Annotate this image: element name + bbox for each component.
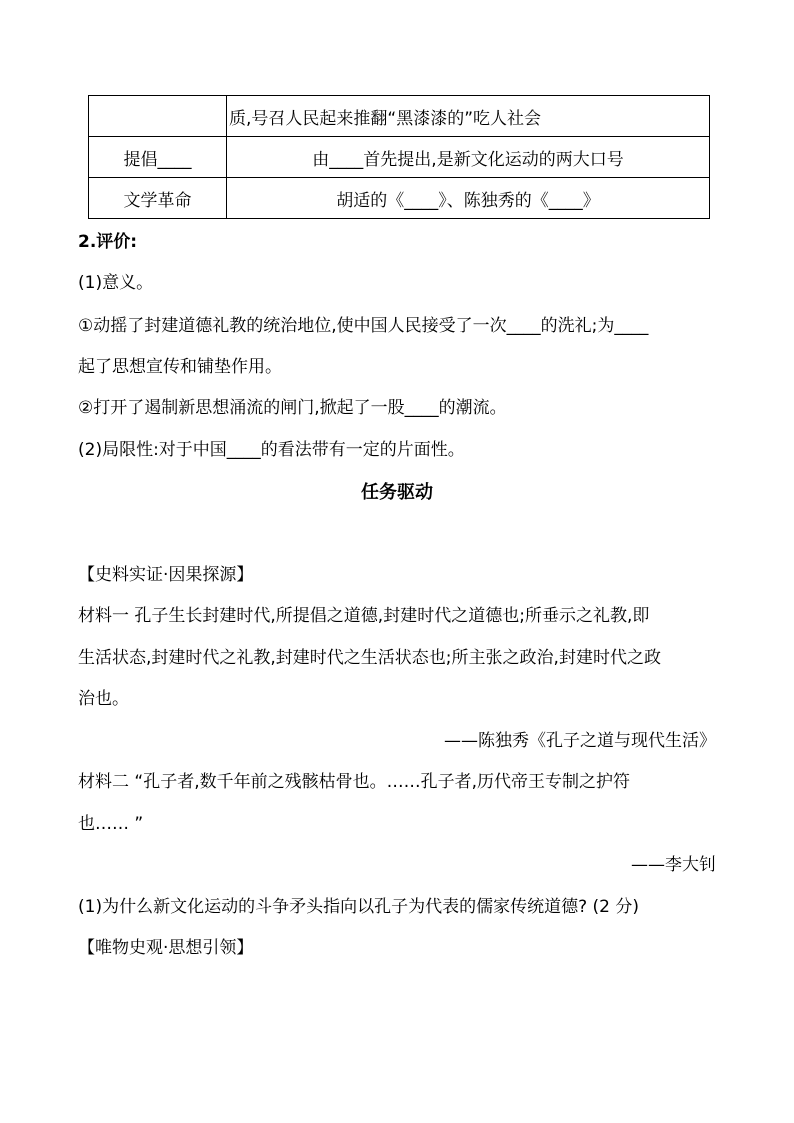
table-row [89, 178, 710, 219]
material-2-source: ——李大钊 [631, 855, 716, 875]
table-cell: 胡适的《____》、陈独秀的《____》 [227, 178, 710, 219]
table-row [89, 137, 710, 178]
evaluation-heading: 2.评价: [78, 232, 138, 252]
significance-point-1-cont: 起了思想宣传和铺垫作用。 [78, 357, 282, 377]
significance-label: (1)意义。 [78, 273, 154, 293]
material-1-line-3: 治也。 [78, 689, 129, 709]
material-1-source: ——陈独秀《孔子之道与现代生活》 [444, 731, 716, 751]
material-1-line-2: 生活状态,封建时代之礼教,封建时代之生活状态也;所主张之政治,封建时代之政 [78, 648, 661, 668]
question-1: (1)为什么新文化运动的斗争矛头指向以孔子为代表的儒家传统道德? (2 分) [78, 897, 639, 917]
knowledge-table [88, 95, 710, 219]
table-cell: 质,号召人民起来推翻“黑漆漆的”吃人社会 [227, 96, 710, 137]
material-1-line-1: 材料一 孔子生长封建时代,所提倡之道德,封建时代之道德也;所垂示之礼教,即 [78, 606, 650, 626]
section-label-evidence: 【史料实证·因果探源】 [78, 565, 254, 585]
table-cell: 由____首先提出,是新文化运动的两大口号 [227, 137, 710, 178]
section-label-materialism: 【唯物史观·思想引领】 [78, 938, 254, 958]
significance-point-1: ①动摇了封建道德礼教的统治地位,使中国人民接受了一次____的洗礼;为____ [78, 316, 649, 336]
material-2-line-1: 材料二 “孔子者,数千年前之残骸枯骨也。……孔子者,历代帝王专制之护符 [78, 772, 631, 792]
table-row [89, 96, 710, 137]
material-2-line-2: 也…… ” [78, 814, 144, 834]
limitation: (2)局限性:对于中国____的看法带有一定的片面性。 [78, 440, 465, 460]
table-cell: 文学革命 [89, 178, 227, 219]
significance-point-2: ②打开了遏制新思想涌流的闸门,掀起了一股____的潮流。 [78, 398, 507, 418]
table-cell [89, 96, 227, 137]
section-title: 任务驱动 [361, 482, 433, 503]
table-cell: 提倡____ [89, 137, 227, 178]
